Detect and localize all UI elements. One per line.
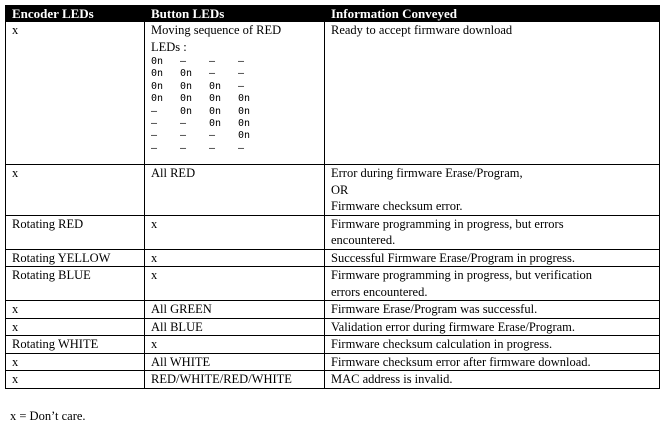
button-leds-line: x xyxy=(151,268,158,282)
led-state: – xyxy=(209,130,216,142)
led-sequence-step xyxy=(151,93,318,105)
information-line: Firmware checksum calculation in progress. xyxy=(331,337,553,351)
led-state: 0n xyxy=(151,93,164,105)
button-leds-line: LEDs : xyxy=(151,39,187,54)
information-conveyed-cell xyxy=(325,249,660,267)
information-line: Firmware Erase/Program was successful. xyxy=(331,302,538,316)
table-body xyxy=(6,22,660,389)
information-conveyed-cell xyxy=(325,301,660,319)
button-leds-cell xyxy=(145,267,325,301)
encoder-leds-cell: Rotating WHITE xyxy=(6,336,145,354)
information-line: Firmware programming in progress, but verification xyxy=(331,268,593,282)
led-state: 0n xyxy=(151,80,164,92)
button-leds-cell xyxy=(145,215,325,249)
information-conveyed-cell xyxy=(325,267,660,301)
table-row xyxy=(6,215,660,249)
encoder-leds-cell: x xyxy=(6,165,145,216)
led-sequence-step xyxy=(151,56,318,68)
led-state: – xyxy=(151,105,158,117)
button-leds-line: x xyxy=(151,337,158,351)
led-state: – xyxy=(180,118,187,130)
button-leds-cell xyxy=(145,249,325,267)
button-leds-line: Moving sequence of RED xyxy=(151,23,282,37)
encoder-leds-cell: x xyxy=(6,22,145,165)
led-sequence-step xyxy=(151,106,318,118)
led-state: – xyxy=(209,142,216,154)
table-row xyxy=(6,318,660,336)
table-row xyxy=(6,353,660,371)
button-leds-cell xyxy=(145,371,325,389)
table-row xyxy=(6,267,660,301)
led-state: – xyxy=(151,118,158,130)
encoder-leds-cell: x xyxy=(6,353,145,371)
button-leds-line: RED/WHITE/RED/WHITE xyxy=(151,372,292,386)
encoder-leds-cell: Rotating RED xyxy=(6,215,145,249)
led-state: 0n xyxy=(180,93,193,105)
led-sequence-step xyxy=(151,68,318,80)
button-leds-cell xyxy=(145,336,325,354)
information-line: Successful Firmware Erase/Program in progress. xyxy=(331,250,576,265)
led-state: – xyxy=(238,80,245,92)
led-state: 0n xyxy=(209,93,222,105)
led-state: 0n xyxy=(180,105,193,117)
button-leds-line: All GREEN xyxy=(151,302,212,316)
information-line: Firmware programming in progress, but errors xyxy=(331,216,564,231)
information-conveyed-cell xyxy=(325,353,660,371)
table-row xyxy=(6,336,660,354)
table-row xyxy=(6,301,660,319)
led-state: 0n xyxy=(238,130,251,142)
button-leds-line: x xyxy=(151,250,158,265)
led-state: 0n xyxy=(209,80,222,92)
led-state: – xyxy=(151,130,158,142)
information-conveyed-cell xyxy=(325,215,660,249)
led-sequence xyxy=(151,56,318,155)
table-row xyxy=(6,249,660,267)
led-state: – xyxy=(180,56,187,67)
button-leds-cell xyxy=(145,353,325,371)
information-conveyed-cell xyxy=(325,318,660,336)
button-leds-cell xyxy=(145,22,325,165)
led-sequence-step xyxy=(151,143,318,155)
information-line: Error during firmware Erase/Program, xyxy=(331,166,523,180)
led-sequence-step xyxy=(151,81,318,93)
encoder-leds-cell: x xyxy=(6,371,145,389)
encoder-leds-cell: Rotating YELLOW xyxy=(6,249,145,267)
header-row xyxy=(6,6,660,22)
led-state: 0n xyxy=(238,93,251,105)
led-state: 0n xyxy=(180,68,193,80)
button-leds-line: All BLUE xyxy=(151,319,203,334)
led-state: – xyxy=(238,142,245,154)
button-leds-line: x xyxy=(151,216,158,231)
led-state: 0n xyxy=(238,105,251,117)
table-row xyxy=(6,371,660,389)
led-state: – xyxy=(180,142,187,154)
information-conveyed-cell xyxy=(325,336,660,354)
led-state: – xyxy=(180,130,187,142)
led-status-table xyxy=(5,5,660,389)
led-state: – xyxy=(209,68,216,80)
information-line: encountered. xyxy=(331,233,396,247)
led-state: – xyxy=(238,56,245,67)
footnote: x = Don’t care. xyxy=(10,409,86,423)
led-state: 0n xyxy=(151,56,164,67)
led-state: 0n xyxy=(209,118,222,130)
header-encoder-leds: Encoder LEDs xyxy=(6,6,145,22)
information-line: Ready to accept firmware download xyxy=(331,23,513,37)
led-sequence-step xyxy=(151,118,318,130)
led-state: – xyxy=(209,56,216,67)
encoder-leds-cell: x xyxy=(6,318,145,336)
information-conveyed-cell xyxy=(325,22,660,165)
button-leds-line: All RED xyxy=(151,166,196,180)
header-information-conveyed: Information Conveyed xyxy=(325,6,660,22)
table-row xyxy=(6,22,660,165)
information-conveyed-cell xyxy=(325,165,660,216)
button-leds-cell xyxy=(145,165,325,216)
information-line: OR xyxy=(331,182,349,197)
table-row xyxy=(6,165,660,216)
button-leds-line: All WHITE xyxy=(151,354,211,369)
information-line: Firmware checksum error after firmware download. xyxy=(331,354,591,369)
table-header xyxy=(6,6,660,22)
led-state: – xyxy=(238,68,245,80)
led-state: 0n xyxy=(238,118,251,130)
led-state: 0n xyxy=(151,68,164,80)
led-sequence-step xyxy=(151,130,318,142)
encoder-leds-cell: Rotating BLUE xyxy=(6,267,145,301)
information-line: errors encountered. xyxy=(331,284,428,299)
information-line: Validation error during firmware Erase/Program. xyxy=(331,319,576,334)
led-state: – xyxy=(151,142,158,154)
led-state: 0n xyxy=(209,105,222,117)
led-state: 0n xyxy=(180,80,193,92)
information-line: Firmware checksum error. xyxy=(331,199,463,213)
information-conveyed-cell xyxy=(325,371,660,389)
button-leds-cell xyxy=(145,318,325,336)
encoder-leds-cell: x xyxy=(6,301,145,319)
information-line: MAC address is invalid. xyxy=(331,372,453,386)
header-button-leds: Button LEDs xyxy=(145,6,325,22)
button-leds-cell xyxy=(145,301,325,319)
